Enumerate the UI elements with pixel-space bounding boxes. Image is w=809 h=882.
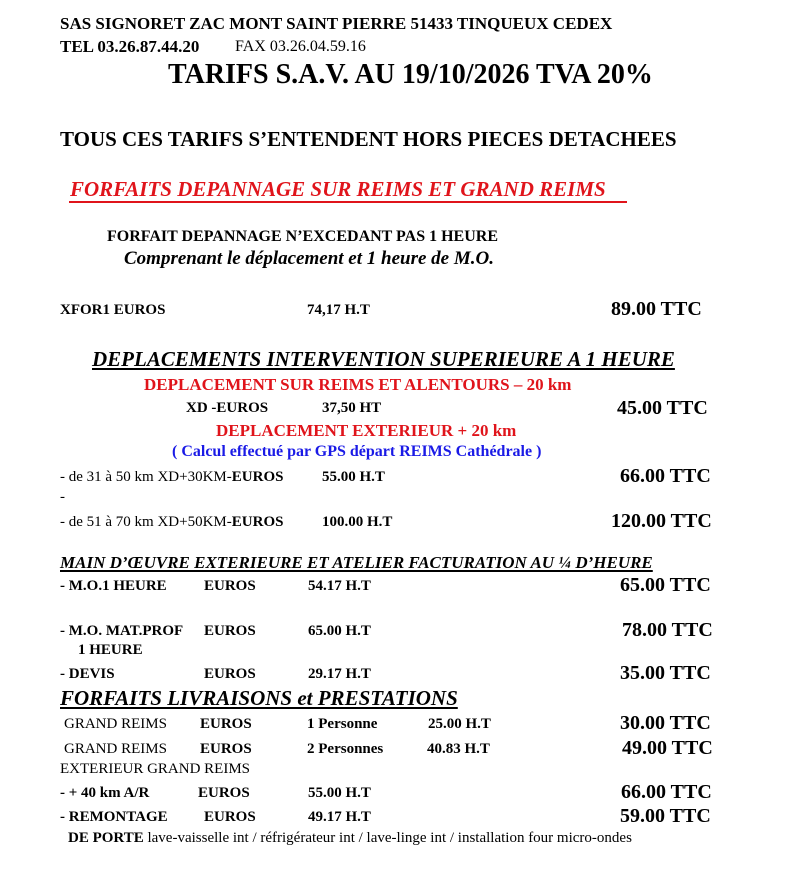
devis-ttc: 35.00 TTC bbox=[620, 662, 711, 684]
remontage-ht: 49.17 H.T bbox=[308, 809, 371, 825]
remontage-ttc: 59.00 TTC bbox=[620, 805, 711, 827]
gr1-ht: 25.00 H.T bbox=[428, 716, 491, 732]
gr2-ttc: 49.00 TTC bbox=[622, 737, 713, 759]
de-porte-label: DE PORTE bbox=[68, 830, 144, 846]
mat-sub: 1 HEURE bbox=[78, 642, 143, 658]
xd-ht: 37,50 HT bbox=[322, 400, 382, 416]
deplacement-reims-heading: DEPLACEMENT SUR REIMS ET ALENTOURS – 20 km bbox=[144, 375, 572, 394]
km40-ttc: 66.00 TTC bbox=[621, 781, 712, 803]
km30-prefix: - de 31 à 50 km XD+30KM- bbox=[60, 469, 232, 485]
devis-euros: EUROS bbox=[204, 666, 256, 682]
mo1-ttc: 65.00 TTC bbox=[620, 574, 711, 596]
gr2-persons: 2 Personnes bbox=[307, 741, 384, 757]
heading-underline bbox=[69, 201, 627, 203]
deplacement-exterieur-heading: DEPLACEMENT EXTERIEUR + 20 km bbox=[216, 421, 517, 440]
page-subtitle: TOUS CES TARIFS S’ENTENDENT HORS PIECES DETACHEES bbox=[60, 127, 677, 151]
mo1-ht: 54.17 H.T bbox=[308, 578, 371, 594]
mat-euros: EUROS bbox=[204, 623, 256, 639]
km30-euros: EUROS bbox=[231, 469, 284, 485]
gr1-euros: EUROS bbox=[200, 716, 252, 732]
mat-label: - M.O. MAT.PROF bbox=[60, 623, 184, 639]
gr1-label: GRAND REIMS bbox=[64, 716, 167, 732]
xfor-label: XFOR1 EUROS bbox=[60, 302, 166, 318]
devis-label: - DEVIS bbox=[60, 666, 115, 682]
gr2-euros: EUROS bbox=[200, 741, 252, 757]
gr1-ttc: 30.00 TTC bbox=[620, 712, 711, 734]
km40-euros: EUROS bbox=[198, 785, 250, 801]
forfait-line-2: Comprenant le déplacement et 1 heure de M.O. bbox=[124, 248, 494, 269]
remontage-label: - REMONTAGE bbox=[60, 809, 168, 825]
separator-dash: - bbox=[60, 489, 65, 505]
mat-ttc: 78.00 TTC bbox=[622, 619, 713, 641]
km30-ttc: 66.00 TTC bbox=[620, 465, 711, 487]
gr2-label: GRAND REIMS bbox=[64, 741, 167, 757]
mo1-label: - M.O.1 HEURE bbox=[60, 578, 167, 594]
km40-label: - + 40 km A/R bbox=[60, 785, 150, 801]
gps-note: ( Calcul effectué par GPS départ REIMS Cathédrale ) bbox=[172, 443, 542, 460]
company-fax: FAX 03.26.04.59.16 bbox=[235, 38, 366, 55]
section-heading-livraisons: FORFAITS LIVRAISONS et PRESTATIONS bbox=[60, 686, 458, 710]
section-heading-forfaits-depannage: FORFAITS DEPANNAGE SUR REIMS ET GRAND REIMS bbox=[70, 177, 606, 201]
company-tel: TEL 03.26.87.44.20 bbox=[60, 37, 200, 56]
page-title: TARIFS S.A.V. AU 19/10/2026 TVA 20% bbox=[168, 59, 653, 90]
devis-ht: 29.17 H.T bbox=[308, 666, 371, 682]
forfait-line-1: FORFAIT DEPANNAGE N’EXCEDANT PAS 1 HEURE bbox=[107, 228, 498, 245]
km50-prefix: - de 51 à 70 km XD+50KM- bbox=[60, 514, 232, 530]
km50-label bbox=[60, 515, 283, 530]
km30-ht: 55.00 H.T bbox=[322, 469, 385, 485]
ext-grand-reims-label: EXTERIEUR GRAND REIMS bbox=[60, 761, 250, 777]
km50-ttc: 120.00 TTC bbox=[611, 510, 712, 532]
km40-ht: 55.00 H.T bbox=[308, 785, 371, 801]
section-heading-deplacements: DEPLACEMENTS INTERVENTION SUPERIEURE A 1 HEURE bbox=[92, 347, 675, 371]
xfor-ht: 74,17 H.T bbox=[307, 302, 370, 318]
xfor-ttc: 89.00 TTC bbox=[611, 298, 702, 320]
km30-label bbox=[60, 470, 283, 485]
gr2-ht: 40.83 H.T bbox=[427, 741, 490, 757]
de-porte-line bbox=[68, 831, 632, 846]
xd-label: XD -EUROS bbox=[186, 400, 269, 416]
company-address: SAS SIGNORET ZAC MONT SAINT PIERRE 51433 TINQUEUX CEDEX bbox=[60, 14, 613, 33]
de-porte-text: lave-vaisselle int / réfrigérateur int / lave-linge int / installation four micro-ondes bbox=[147, 830, 632, 846]
remontage-euros: EUROS bbox=[204, 809, 256, 825]
mat-ht: 65.00 H.T bbox=[308, 623, 371, 639]
mo1-euros: EUROS bbox=[204, 578, 256, 594]
km50-euros: EUROS bbox=[231, 514, 284, 530]
section-heading-main-oeuvre: MAIN D’ŒUVRE EXTERIEURE ET ATELIER FACTURATION AU ¼ D’HEURE bbox=[60, 553, 653, 572]
km50-ht: 100.00 H.T bbox=[322, 514, 393, 530]
gr1-persons: 1 Personne bbox=[307, 716, 378, 732]
xd-ttc: 45.00 TTC bbox=[617, 397, 708, 419]
